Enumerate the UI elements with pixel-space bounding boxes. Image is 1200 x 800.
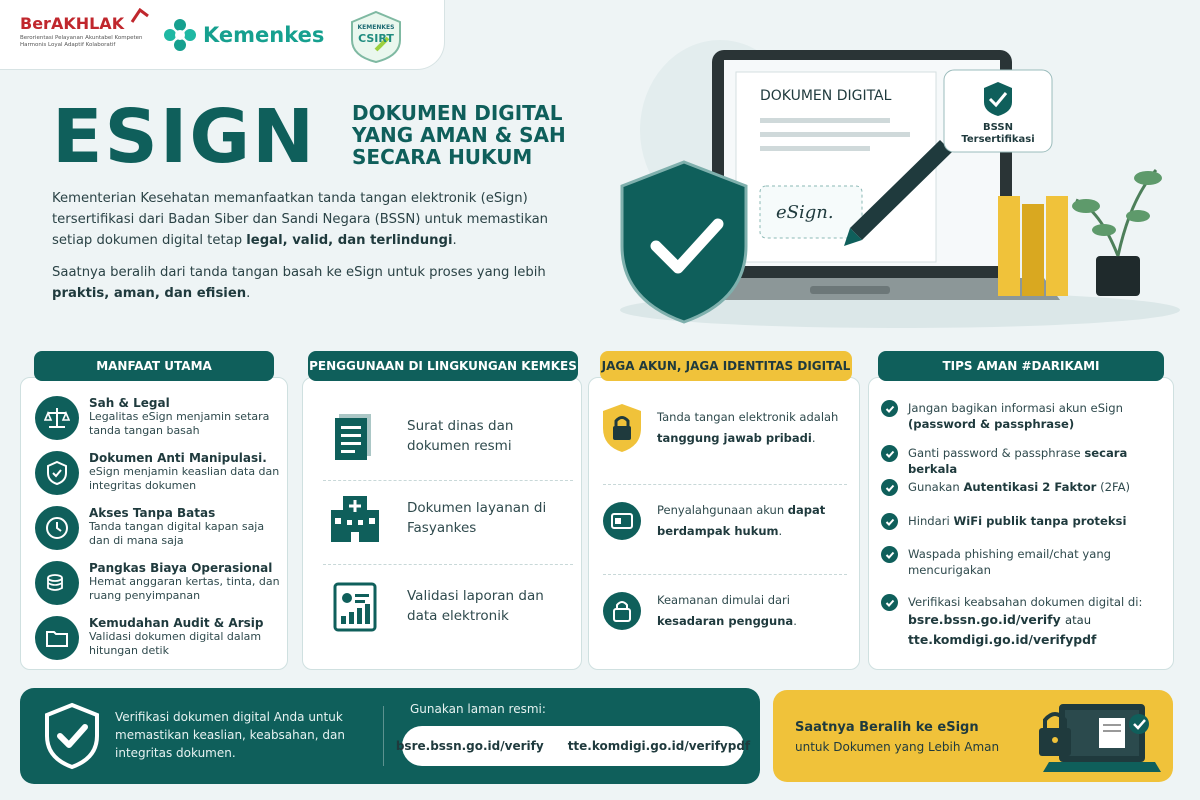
- berakhlak-title: BerAKHLAK: [20, 14, 125, 33]
- tips-verify-item: Verifikasi keabsahan dokumen digital di: bsre.bssn.go.id/verify atau tte.komdigi.go.id/verifypdf: [881, 594, 1178, 649]
- check-icon: [881, 445, 898, 462]
- laptop-lock-icon: [1025, 694, 1165, 780]
- report-icon: [327, 578, 383, 634]
- manfaat-item: Kemudahan Audit & Arsip Validasi dokumen digital dalam hitungan detik: [35, 616, 285, 660]
- jaga-header: JAGA AKUN, JAGA IDENTITAS DIGITAL: [600, 351, 852, 381]
- kemenkes-logo: [163, 18, 324, 52]
- divider: [323, 480, 573, 481]
- manfaat-item: Sah & Legal Legalitas eSign menjamin setara tanda tangan basah: [35, 396, 285, 440]
- csirt-top-label: KEMENKES: [357, 24, 395, 31]
- cta-title: Saatnya Beralih ke eSign: [795, 720, 979, 735]
- coins-icon: [35, 561, 79, 605]
- divider: [383, 706, 384, 766]
- shield-check-icon: [42, 702, 102, 770]
- tips-item: Gunakan Autentikasi 2 Faktor (2FA): [881, 479, 1178, 496]
- use-label: Gunakan laman resmi:: [410, 702, 546, 716]
- jaga-item: Keamanan dimulai dari kesadaran pengguna.: [601, 590, 847, 632]
- verify-url-2[interactable]: tte.komdigi.go.id/verifypdf: [908, 632, 1097, 647]
- verify-banner-text: Verifikasi dokumen digital Anda untuk memastikan keaslian, keabsahan, dan integritas dokumen.: [115, 710, 345, 760]
- csirt-logo: [348, 10, 404, 68]
- verify-banner: [20, 688, 760, 784]
- hospital-icon: [327, 490, 383, 546]
- intro-bold-2: praktis, aman, dan efisien: [52, 286, 247, 301]
- clock-icon: [35, 506, 79, 550]
- berakhlak-swoosh-icon: [130, 8, 150, 24]
- kemenkes-icon: [163, 18, 197, 52]
- folder-icon: [35, 616, 79, 660]
- tips-item: Ganti password & passphrase secara berkala: [881, 445, 1178, 477]
- penggunaan-item: Validasi laporan dan data elektronik: [327, 578, 557, 634]
- tips-item: Jangan bagikan informasi akun eSign (password & passphrase): [881, 400, 1178, 432]
- check-icon: [881, 546, 898, 563]
- hero-title: ESIGN: [52, 94, 317, 180]
- hero-subtitle: DOKUMEN DIGITAL YANG AMAN & SAH SECARA HUKUM: [352, 101, 566, 169]
- tips-item: Hindari WiFi publik tanpa proteksi: [881, 513, 1178, 530]
- check-icon: [881, 513, 898, 530]
- verify-text: Verifikasi keabsahan dokumen digital di:: [908, 595, 1143, 609]
- logo-bar: [0, 0, 445, 70]
- manfaat-item: Pangkas Biaya Operasional Hemat anggaran kertas, tinta, dan ruang penyimpanan: [35, 561, 285, 605]
- check-icon: [881, 594, 898, 611]
- padlock-icon: [601, 590, 643, 632]
- csirt-main-label: CSIRT: [358, 32, 394, 45]
- divider: [603, 484, 847, 485]
- berakhlak-sub2: Harmonis Loyal Adaptif Kolaboratif: [20, 42, 116, 48]
- tips-card: [868, 377, 1174, 670]
- tips-header: TIPS AMAN #DARIKAMI: [878, 351, 1164, 381]
- jaga-item: Penyalahgunaan akun dapat berdampak hukum.: [601, 500, 847, 542]
- verify-url-1[interactable]: bsre.bssn.go.id/verify: [908, 612, 1061, 627]
- kemenkes-name: Kemenkes: [203, 23, 325, 47]
- tips-item: Waspada phishing email/chat yang mencurigakan: [881, 546, 1148, 578]
- cta-banner: [773, 690, 1173, 782]
- hero-illustration: [600, 10, 1190, 330]
- divider: [323, 564, 573, 565]
- berakhlak-logo: [20, 14, 150, 49]
- document-icon: [327, 408, 383, 464]
- signature-text: eSign.: [776, 202, 834, 223]
- url-komdigi-link[interactable]: tte.komdigi.go.id/verifypdf: [567, 739, 751, 753]
- intro-bold-1: legal, valid, dan terlindungi: [246, 233, 453, 248]
- check-icon: [881, 479, 898, 496]
- berakhlak-sub1: Berorientasi Pelayanan Akuntabel Kompeten: [20, 35, 143, 41]
- jaga-item: Tanda tangan elektronik adalah tanggung jawab pribadi.: [601, 402, 847, 454]
- manfaat-item: Akses Tanpa Batas Tanda tangan digital kapan saja dan di mana saja: [35, 506, 285, 550]
- divider: [603, 574, 847, 575]
- manfaat-header: MANFAAT UTAMA: [34, 351, 274, 381]
- manfaat-card: [20, 377, 288, 670]
- url-pill: [395, 726, 751, 766]
- penggunaan-header: PENGGUNAAN DI LINGKUNGAN KEMKES: [308, 351, 578, 381]
- cta-subtitle: untuk Dokumen yang Lebih Aman: [795, 740, 1000, 754]
- intro-paragraph-2: Saatnya beralih dari tanda tangan basah ke eSign untuk proses yang lebih praktis, aman, dan efisien.: [52, 265, 546, 301]
- jaga-card: [588, 377, 860, 670]
- intro-paragraph-1: Kementerian Kesehatan memanfaatkan tanda tangan elektronik (eSign) tersertifikasi dari Badan Siber dan Sandi Negara (BSSN) untuk memastikan setiap dokumen digital tetap legal, valid, dan terlindungi.: [52, 191, 549, 248]
- penggunaan-card: [302, 377, 582, 670]
- laptop-illustration: [600, 10, 1190, 330]
- penggunaan-item: Surat dinas dan dokumen resmi: [327, 408, 557, 464]
- lock-folder-icon: [601, 402, 643, 454]
- url-bsre-link[interactable]: bsre.bssn.go.id/verify: [395, 739, 544, 753]
- shield-icon: [35, 451, 79, 495]
- penggunaan-item: Dokumen layanan di Fasyankes: [327, 490, 557, 546]
- scale-icon: [35, 396, 79, 440]
- manfaat-item: Dokumen Anti Manipulasi. eSign menjamin keaslian data dan integritas dokumen: [35, 451, 285, 495]
- check-icon: [881, 400, 898, 417]
- card-icon: [601, 500, 643, 542]
- bssn-badge-label: BSSN Tersertifikasi: [961, 122, 1035, 145]
- doc-title: DOKUMEN DIGITAL: [760, 88, 892, 104]
